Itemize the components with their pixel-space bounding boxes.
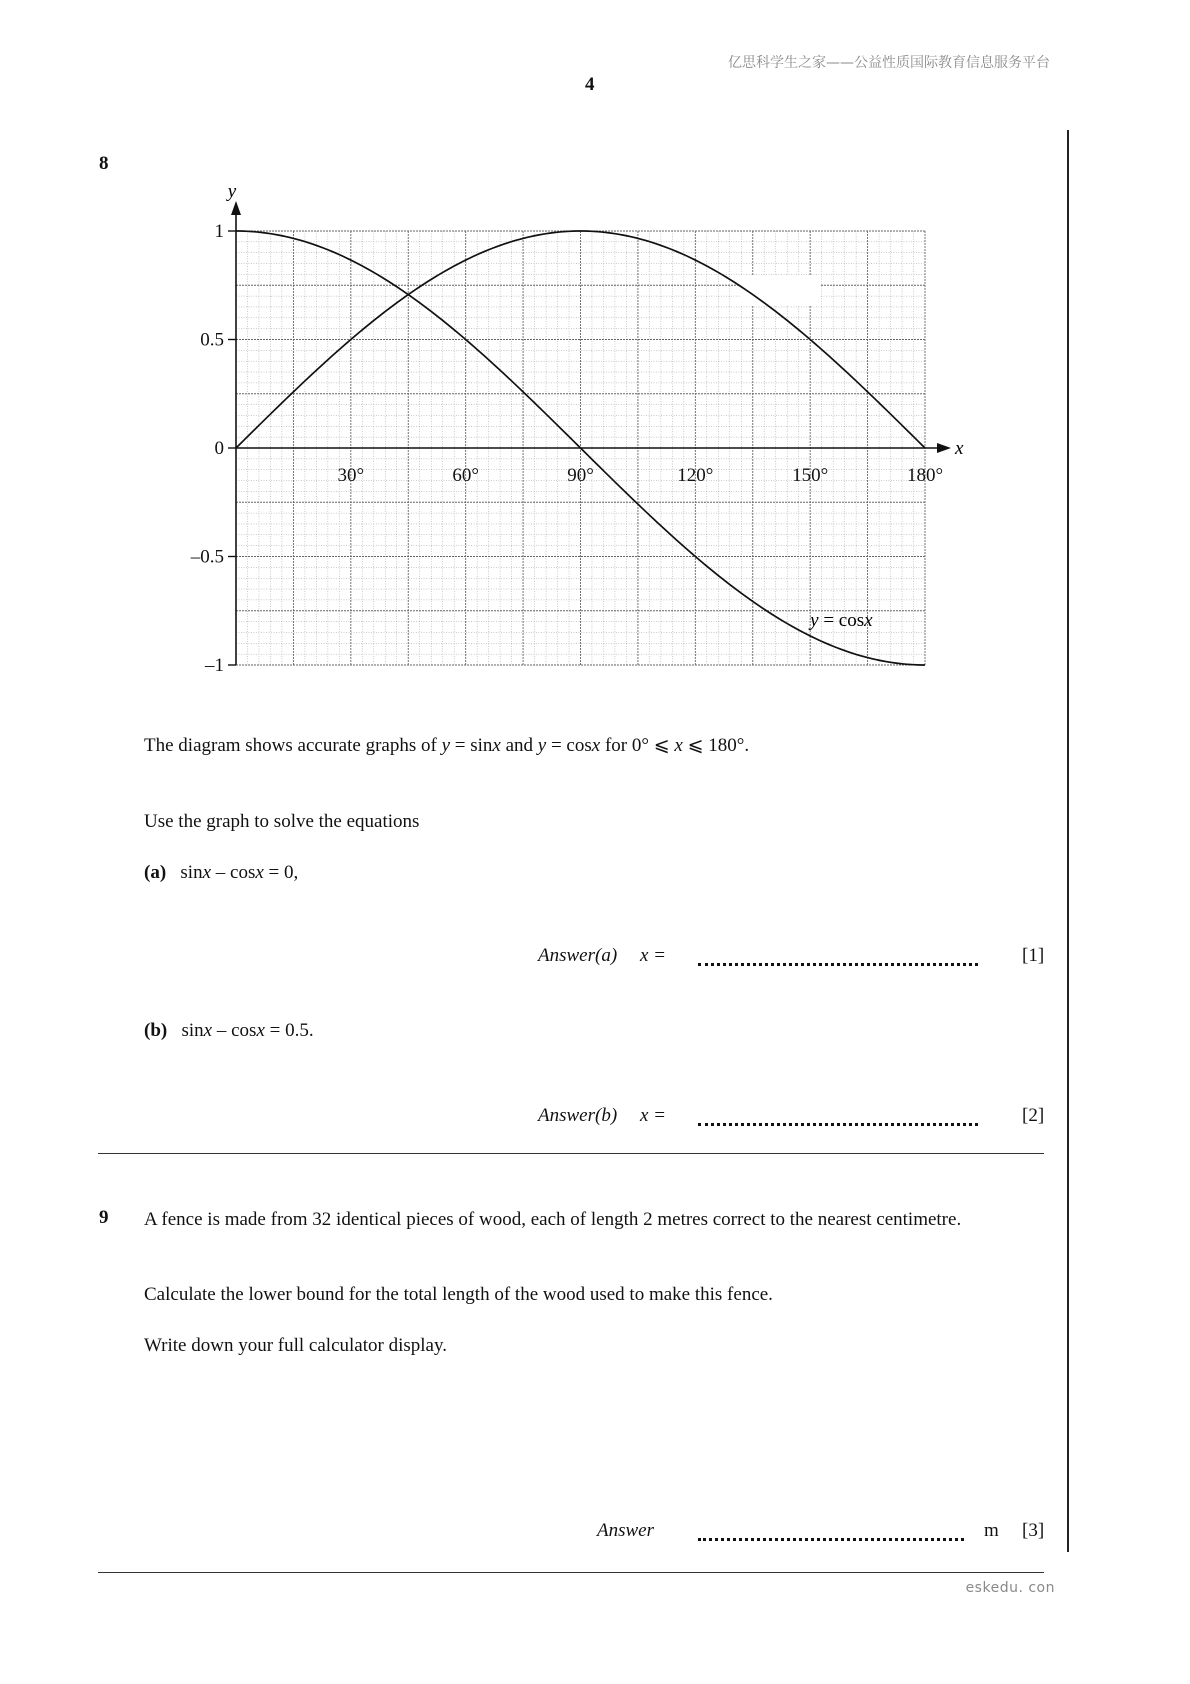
annotation-eq: = cos — [818, 609, 865, 631]
intro-y2: y — [537, 735, 547, 756]
intro-x3: x — [674, 735, 683, 756]
part-b-label: (b) — [144, 1020, 168, 1041]
page-number: 4 — [585, 74, 595, 95]
divider-q8 — [98, 1153, 1044, 1154]
answer-a-label: Answer(a) — [538, 945, 618, 966]
part-a-mid: – cos — [211, 862, 256, 883]
part-b-marks: [2] — [1022, 1105, 1045, 1126]
part-a-equation — [144, 860, 298, 886]
part-b-end: = 0.5. — [264, 1020, 314, 1041]
axes — [231, 201, 951, 665]
intro-and: and — [500, 735, 538, 756]
part-b-x1: x — [203, 1020, 213, 1041]
y-tick-label: 0.5 — [200, 329, 224, 351]
part-a-x2: x — [255, 862, 264, 883]
answer-a-var: x = — [640, 945, 667, 966]
intro-pre: The diagram shows accurate graphs of — [144, 735, 442, 756]
question-8-intro — [144, 733, 749, 759]
margin-rule — [1067, 130, 1069, 1552]
question-9-instruction-1: Calculate the lower bound for the total length of the wood used to make this fence. — [144, 1284, 773, 1305]
x-tick-label: 180° — [906, 465, 944, 486]
answer-b-var: x = — [640, 1105, 667, 1126]
part-a-sin: sin — [180, 862, 203, 883]
footer-watermark: eskedu. con — [965, 1580, 1055, 1596]
x-tick-label: 120° — [677, 465, 714, 486]
part-a-end: = 0, — [263, 862, 299, 883]
trig-graph — [150, 160, 964, 700]
part-b-mid: – cos — [212, 1020, 257, 1041]
question-9-number: 9 — [99, 1207, 109, 1228]
divider-q9 — [98, 1572, 1044, 1573]
y-tick-label: 1 — [214, 221, 224, 242]
answer-b-field[interactable] — [698, 1120, 978, 1126]
intro-x1: x — [492, 735, 501, 756]
question-8-instruction: Use the graph to solve the equations — [144, 811, 420, 832]
answer-a-field[interactable] — [698, 960, 978, 966]
intro-eq1: = sin — [450, 735, 493, 756]
y-tick-label: –1 — [205, 655, 224, 676]
x-tick-label: 60° — [452, 465, 479, 486]
part-a-label: (a) — [144, 862, 167, 883]
blank-patch — [740, 275, 820, 305]
x-axis-arrow — [937, 443, 951, 453]
cos-curve-label — [808, 610, 873, 631]
answer-9-label: Answer — [597, 1520, 654, 1541]
annotation-x: x — [864, 609, 873, 631]
x-axis-label: x — [955, 438, 964, 459]
y-axis-label: y — [227, 181, 237, 202]
y-tick-label: 0 — [214, 438, 224, 459]
header-watermark: 亿思科学生之家——公益性质国际教育信息服务平台 — [728, 55, 1050, 71]
y-axis-arrow — [231, 201, 241, 215]
x-tick-label: 90° — [567, 465, 594, 486]
part-b-sin: sin — [181, 1020, 204, 1041]
part-a-x1: x — [202, 862, 212, 883]
question-9-marks: [3] — [1022, 1520, 1045, 1541]
question-9-instruction-2: Write down your full calculator display. — [144, 1335, 447, 1356]
annotation-y: y — [810, 609, 819, 631]
intro-eq2: = cos — [546, 735, 592, 756]
intro-for: for 0° ⩽ — [600, 735, 675, 756]
question-9-text: A fence is made from 32 identical pieces of wood, each of length 2 metres correct to the nearest centimetre. — [144, 1209, 962, 1230]
intro-y1: y — [441, 735, 450, 756]
intro-end: ⩽ 180°. — [682, 735, 750, 756]
answer-9-unit: m — [984, 1520, 999, 1541]
x-tick-label: 150° — [792, 465, 829, 486]
question-8-number: 8 — [99, 153, 109, 174]
intro-x2: x — [591, 735, 601, 756]
y-tick-label: –0.5 — [190, 546, 224, 568]
x-tick-label: 30° — [337, 465, 365, 486]
part-b-x2: x — [256, 1020, 265, 1041]
answer-9-field[interactable] — [698, 1535, 964, 1541]
part-b-equation — [144, 1018, 314, 1044]
answer-b-label: Answer(b) — [538, 1105, 618, 1126]
part-a-marks: [1] — [1022, 945, 1045, 966]
